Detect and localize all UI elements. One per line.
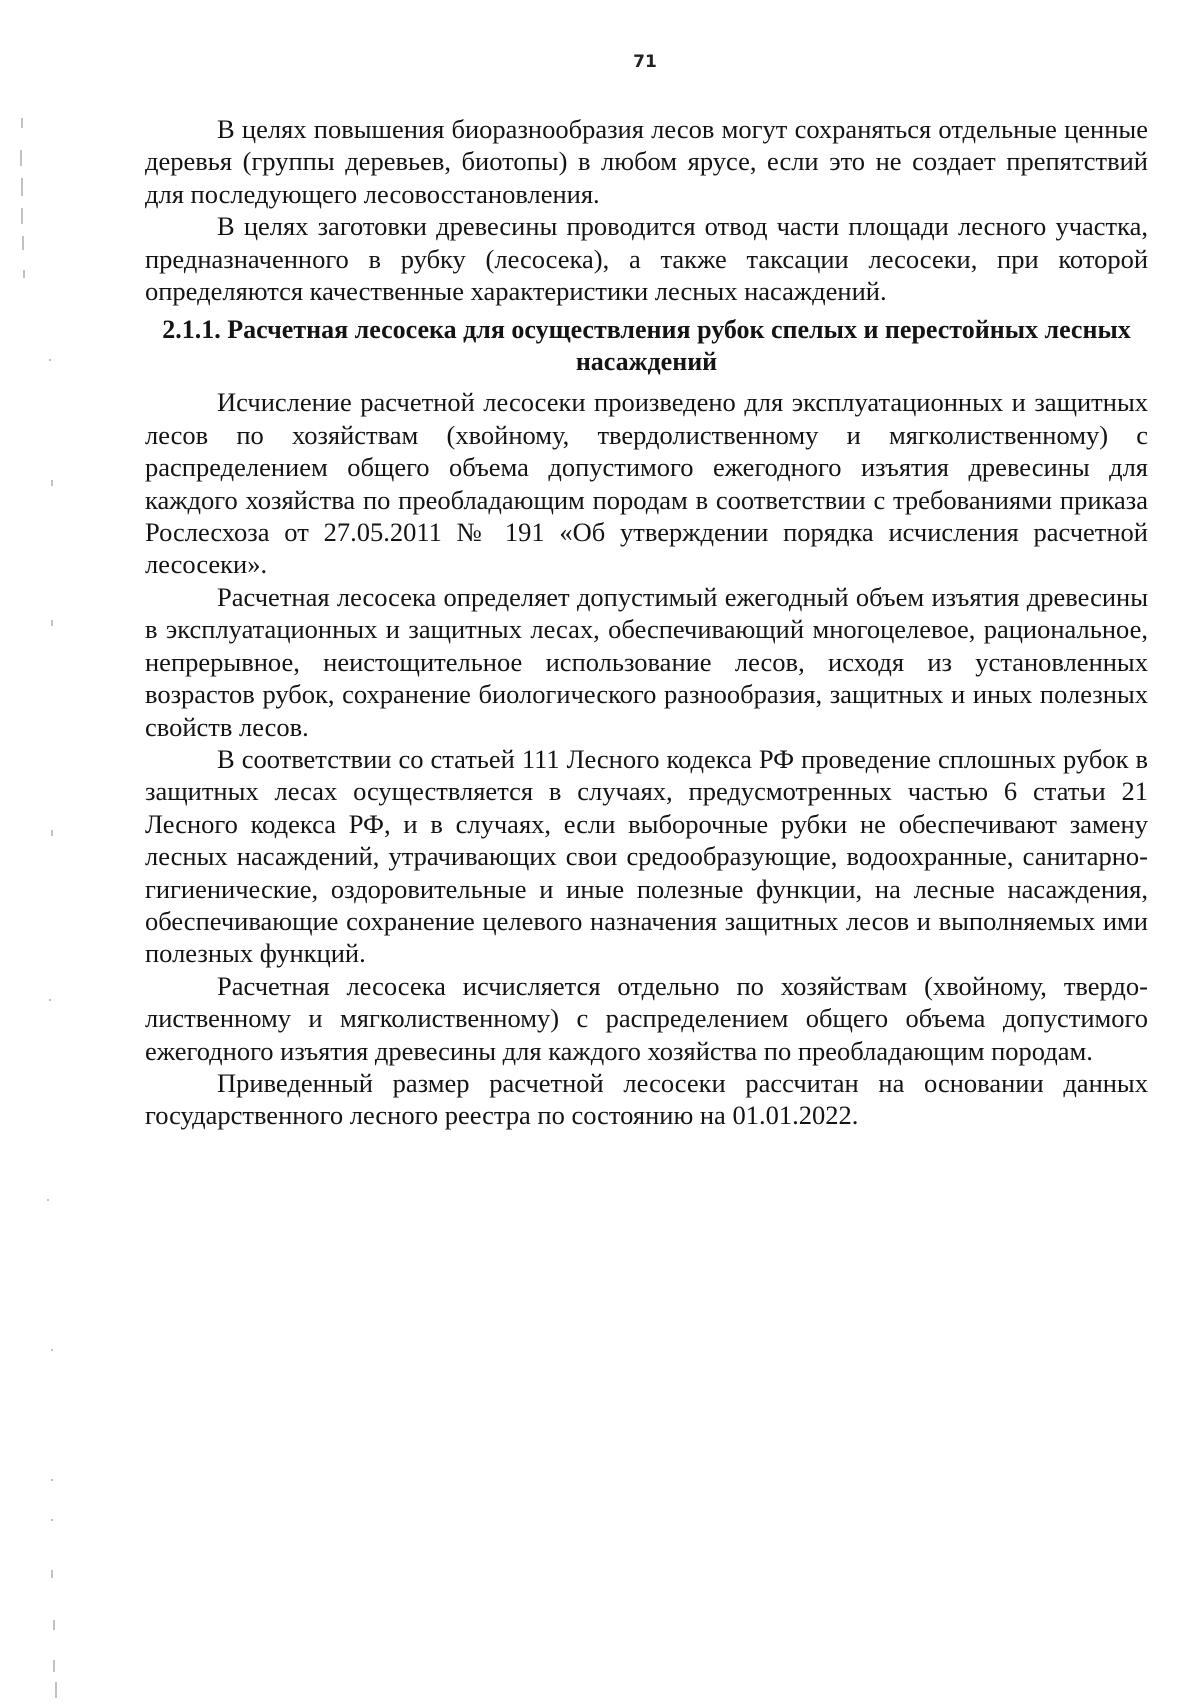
paragraph: В целях повышения биоразнообразия лесов могут сохраняться отдельные ценные деревья (группы деревьев, биотопы) в любом ярусе, если это не создает препятствий для последующего лесовосстановления.	[145, 114, 1148, 209]
section-heading: 2.1.1. Расчетная лесосека для осуществления рубок спелых и перестойных лесных насаждений	[162, 315, 1131, 377]
paragraph: В целях заготовки древесины проводится отвод части площади лесного участка, предназначенного в рубку (лесосека), а также таксации лесосеки, при которой определяются качественные характеристики лесных насаждений.	[145, 211, 1148, 307]
document-body	[145, 113, 1148, 1132]
page-number: 71	[633, 52, 657, 72]
paragraph: В соответствии со статьей 111 Лесного кодекса РФ проведение сплошных рубок в защитных лесах осуществляется в случаях, предусмотренных частью 6 статьи 21 Лесного кодекса РФ, и в случаях, если выборочные рубки не обеспечивают замену лесных насаждений, утрачивающих свои средообразующие, водоохранные, санитарно-гигиенические, оздоровительные и иные полезные функции, на лесные насаждения, обеспечивающие сохранение целевого назначения защитных лесов и выполняемых ими полезных функций.	[145, 743, 1148, 969]
paragraph: Приведенный размер расчетной лесосеки рассчитан на основании данных государственного лесного реестра по состоянию на 01.01.2022.	[145, 1067, 1148, 1131]
paragraph: Исчисление расчетной лесосеки произведено для эксплуатационных и защитных лесов по хозяйствам (хвойному, твердолиственному и мягколиственному) с распределением общего объема допустимого ежегодного изъятия древесины для каждого хозяйства по преобладающим породам в соответствии с требованиями приказа Рослесхоза от 27.05.2011 № 191 «Об утверждении порядка исчисления расчетной лесосеки».	[145, 387, 1148, 580]
paragraph: Расчетная лесосека определяет допустимый ежегодный объем изъятия древесины в эксплуатационных и защитных лесах, обеспечивающий многоцелевое, рациональное, непрерывное, неистощительное использование лесов, исходя из установленных возрастов рубок, сохранение биологического разнообразия, защитных и иных полезных свойств лесов.	[145, 581, 1148, 742]
paragraph: Расчетная лесосека исчисляется отдельно по хозяйствам (хвойному, твердолиственному и мягколиственному) с распределением общего объема допустимого ежегодного изъятия древесины для каждого хозяйства по преобладающим породам.	[145, 970, 1148, 1066]
scan-artifact-marks	[14, 100, 74, 1700]
